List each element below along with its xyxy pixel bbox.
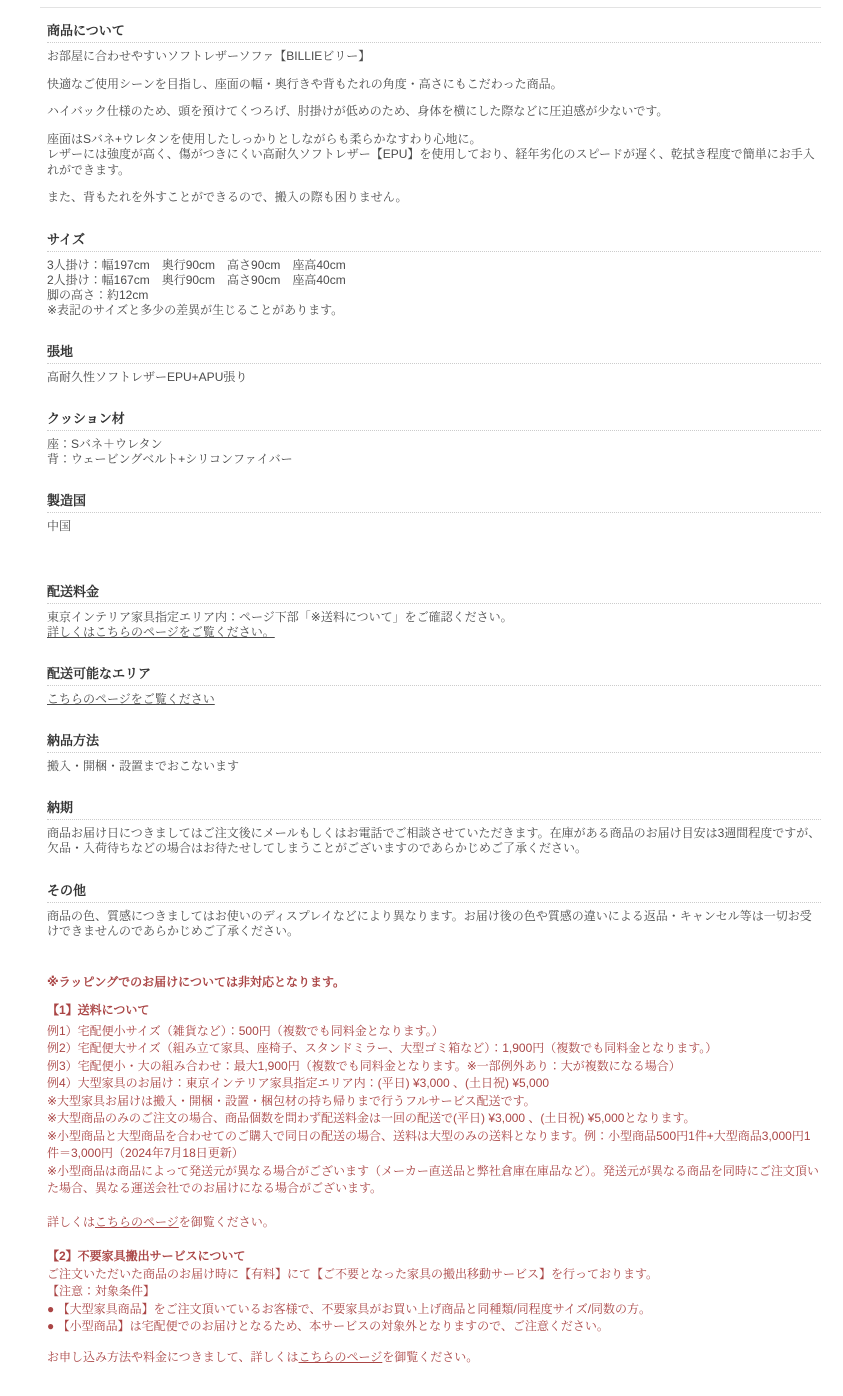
cushion-seat-line: 座：Sバネ＋ウレタン	[47, 436, 163, 451]
about-paragraph: また、背もたれを外すことができるので、搬入の際も困りません。	[47, 190, 408, 204]
delivery-method-line: 搬入・開梱・設置までおこないます	[47, 758, 240, 773]
shipping-notice-heading: 【1】送料について	[47, 1003, 150, 1017]
section-country	[47, 490, 821, 534]
section-delivery-method	[47, 730, 821, 774]
lead-time-paragraph: 商品お届け日につきましてはご注文後にメールもしくはお電話でご相談させていただきます。在庫がある商品のお届け目安は3週間程度ですが、欠品・入荷待ちなどの場合はお待たせしてしまうことがございますのであらかじめご了承ください。	[47, 825, 821, 855]
section-heading-delivery-area: 配送可能なエリア	[47, 663, 821, 686]
about-paragraph: ハイバック仕様のため、頭を預けてくつろげ、肘掛けが低めのため、身体を横にした際などに圧迫感が少ないです。	[47, 104, 669, 118]
removal-apply-link[interactable]: こちらのページ	[298, 1349, 383, 1364]
about-line: レザーには強度が高く、傷がつきにくい高耐久ソフトレザー【EPU】を使用しており、経年劣化のスピードが遅く、乾拭き程度で簡単にお手入れができます。	[47, 147, 815, 177]
section-heading-lead-time: 納期	[47, 797, 821, 820]
section-heading-about: 商品について	[47, 20, 821, 43]
removal-apply-suffix: を御覧ください。	[382, 1349, 479, 1364]
section-heading-upholstery: 張地	[47, 341, 821, 364]
red-notice-area	[47, 974, 821, 1367]
shipping-notice-item: 例2）宅配便大サイズ（組み立て家具、座椅子、スタンドミラー、大型ゴミ箱など）：1,900円（複数でも同料金となります。）	[47, 1041, 718, 1055]
size-line-2seater: 2人掛け：幅167cm 奥行90cm 高さ90cm 座高40cm	[47, 272, 346, 287]
section-heading-cushion: クッション材	[47, 408, 821, 431]
section-heading-shipping-fee: 配送料金	[47, 581, 821, 604]
about-paragraph: お部屋に合わせやすいソフトレザーソファ【BILLIEビリー】	[47, 49, 371, 63]
shipping-notice-item: ※大型商品のみのご注文の場合、商品個数を問わず配送料金は一回の配送で(平日) ¥3,000 、(土日祝) ¥5,000となります。	[47, 1111, 696, 1125]
product-detail-page	[0, 7, 843, 1396]
shipping-more-line	[47, 1214, 821, 1232]
removal-service-heading: 【2】不要家具搬出サービスについて	[47, 1249, 246, 1263]
size-line-3seater: 3人掛け：幅197cm 奥行90cm 高さ90cm 座高40cm	[47, 257, 346, 272]
removal-apply-prefix: お申し込み方法や料金につきまして、詳しくは	[47, 1349, 299, 1364]
section-heading-country: 製造国	[47, 490, 821, 513]
shipping-more-suffix: を御覧ください。	[178, 1214, 275, 1229]
wrapping-unavailable-note: ※ラッピングでのお届けについては非対応となります。	[47, 974, 345, 989]
cushion-back-line: 背：ウェービングベルト+シリコンファイバー	[47, 451, 293, 466]
section-lead-time	[47, 797, 821, 857]
country-line: 中国	[47, 518, 72, 533]
delivery-area-link-line	[47, 692, 821, 707]
about-paragraph	[47, 132, 821, 179]
section-size	[47, 229, 821, 318]
section-heading-delivery-method: 納品方法	[47, 730, 821, 753]
section-shipping-fee	[47, 581, 821, 640]
removal-service-bullet: ● 【小型商品】は宅配便でのお届けとなるため、本サービスの対象外となりますので、ご注意ください。	[47, 1319, 609, 1333]
other-paragraph: 商品の色、質感につきましてはお使いのディスプレイなどにより異なります。お届け後の色や質感の違いによる返品・キャンセル等は一切お受けできませんのであらかじめご了承ください。	[47, 908, 812, 938]
upholstery-line: 高耐久性ソフトレザーEPU+APU張り	[47, 369, 248, 384]
removal-service-conditions-label: 【注意：対象条件】	[47, 1284, 156, 1298]
shipping-fee-line: 東京インテリア家具指定エリア内：ページ下部「※送料について」をご確認ください。	[47, 609, 513, 624]
section-cushion	[47, 408, 821, 467]
shipping-more-link[interactable]: こちらのページ	[95, 1214, 179, 1229]
section-about	[47, 20, 821, 206]
section-heading-size: サイズ	[47, 229, 821, 252]
removal-service-description: ご注文いただいた商品のお届け時に【有料】にて【ご不要となった家具の搬出移動サービス】を行っております。	[47, 1266, 659, 1281]
shipping-notice-item: 例4）大型家具のお届け：東京インテリア家具指定エリア内：(平日) ¥3,000 、(土日祝) ¥5,000	[47, 1076, 550, 1090]
section-delivery-area	[47, 663, 821, 707]
shipping-fee-detail-link[interactable]: 詳しくはこちらのページをご覧ください。	[47, 624, 275, 639]
size-note: ※表記のサイズと多少の差異が生じることがあります。	[47, 302, 344, 317]
shipping-notice-item: ※小型商品と大型商品を合わせてのご購入で同日の配送の場合、送料は大型のみの送料となります。例：小型商品500円1件+大型商品3,000円1件＝3,000円（2024年7月18日更新）	[47, 1128, 811, 1160]
delivery-area-link[interactable]: こちらのページをご覧ください	[47, 691, 215, 706]
section-other	[47, 880, 821, 940]
shipping-more-prefix: 詳しくは	[47, 1214, 96, 1229]
size-line-legs: 脚の高さ：約12cm	[47, 287, 149, 302]
shipping-notice-item: ※大型家具お届けは搬入・開梱・設置・梱包材の持ち帰りまで行うフルサービス配送です。	[47, 1093, 536, 1108]
section-upholstery	[47, 341, 821, 385]
removal-service-bullet: ● 【大型家具商品】をご注文頂いているお客様で、不要家具がお買い上げ商品と同種類/同程度サイズ/同数の方。	[47, 1301, 652, 1316]
top-divider	[40, 7, 821, 8]
shipping-notice-item: ※小型商品は商品によって発送元が異なる場合がございます（メーカー直送品と弊社倉庫在庫品など）。発送元が異なる商品を同時にご注文頂いた場合、異なる運送会社でのお届けになる場合がございます。	[47, 1163, 819, 1195]
about-line: 座面はSバネ+ウレタンを使用したしっかりとしながらも柔らかなすわり心地に。	[47, 131, 482, 146]
section-heading-other: その他	[47, 880, 821, 903]
removal-apply-line	[47, 1349, 821, 1367]
shipping-notice-item: 例1）宅配便小サイズ（雑貨など）：500円（複数でも同料金となります。）	[47, 1023, 444, 1038]
about-paragraph: 快適なご使用シーンを目指し、座面の幅・奥行きや背もたれの角度・高さにもこだわった商品。	[47, 76, 563, 91]
shipping-notice-item: 例3）宅配便小・大の組み合わせ：最大1,900円（複数でも同料金となります。※一部例外あり：大が複数になる場合）	[47, 1058, 681, 1073]
shipping-fee-link-line	[47, 625, 821, 640]
